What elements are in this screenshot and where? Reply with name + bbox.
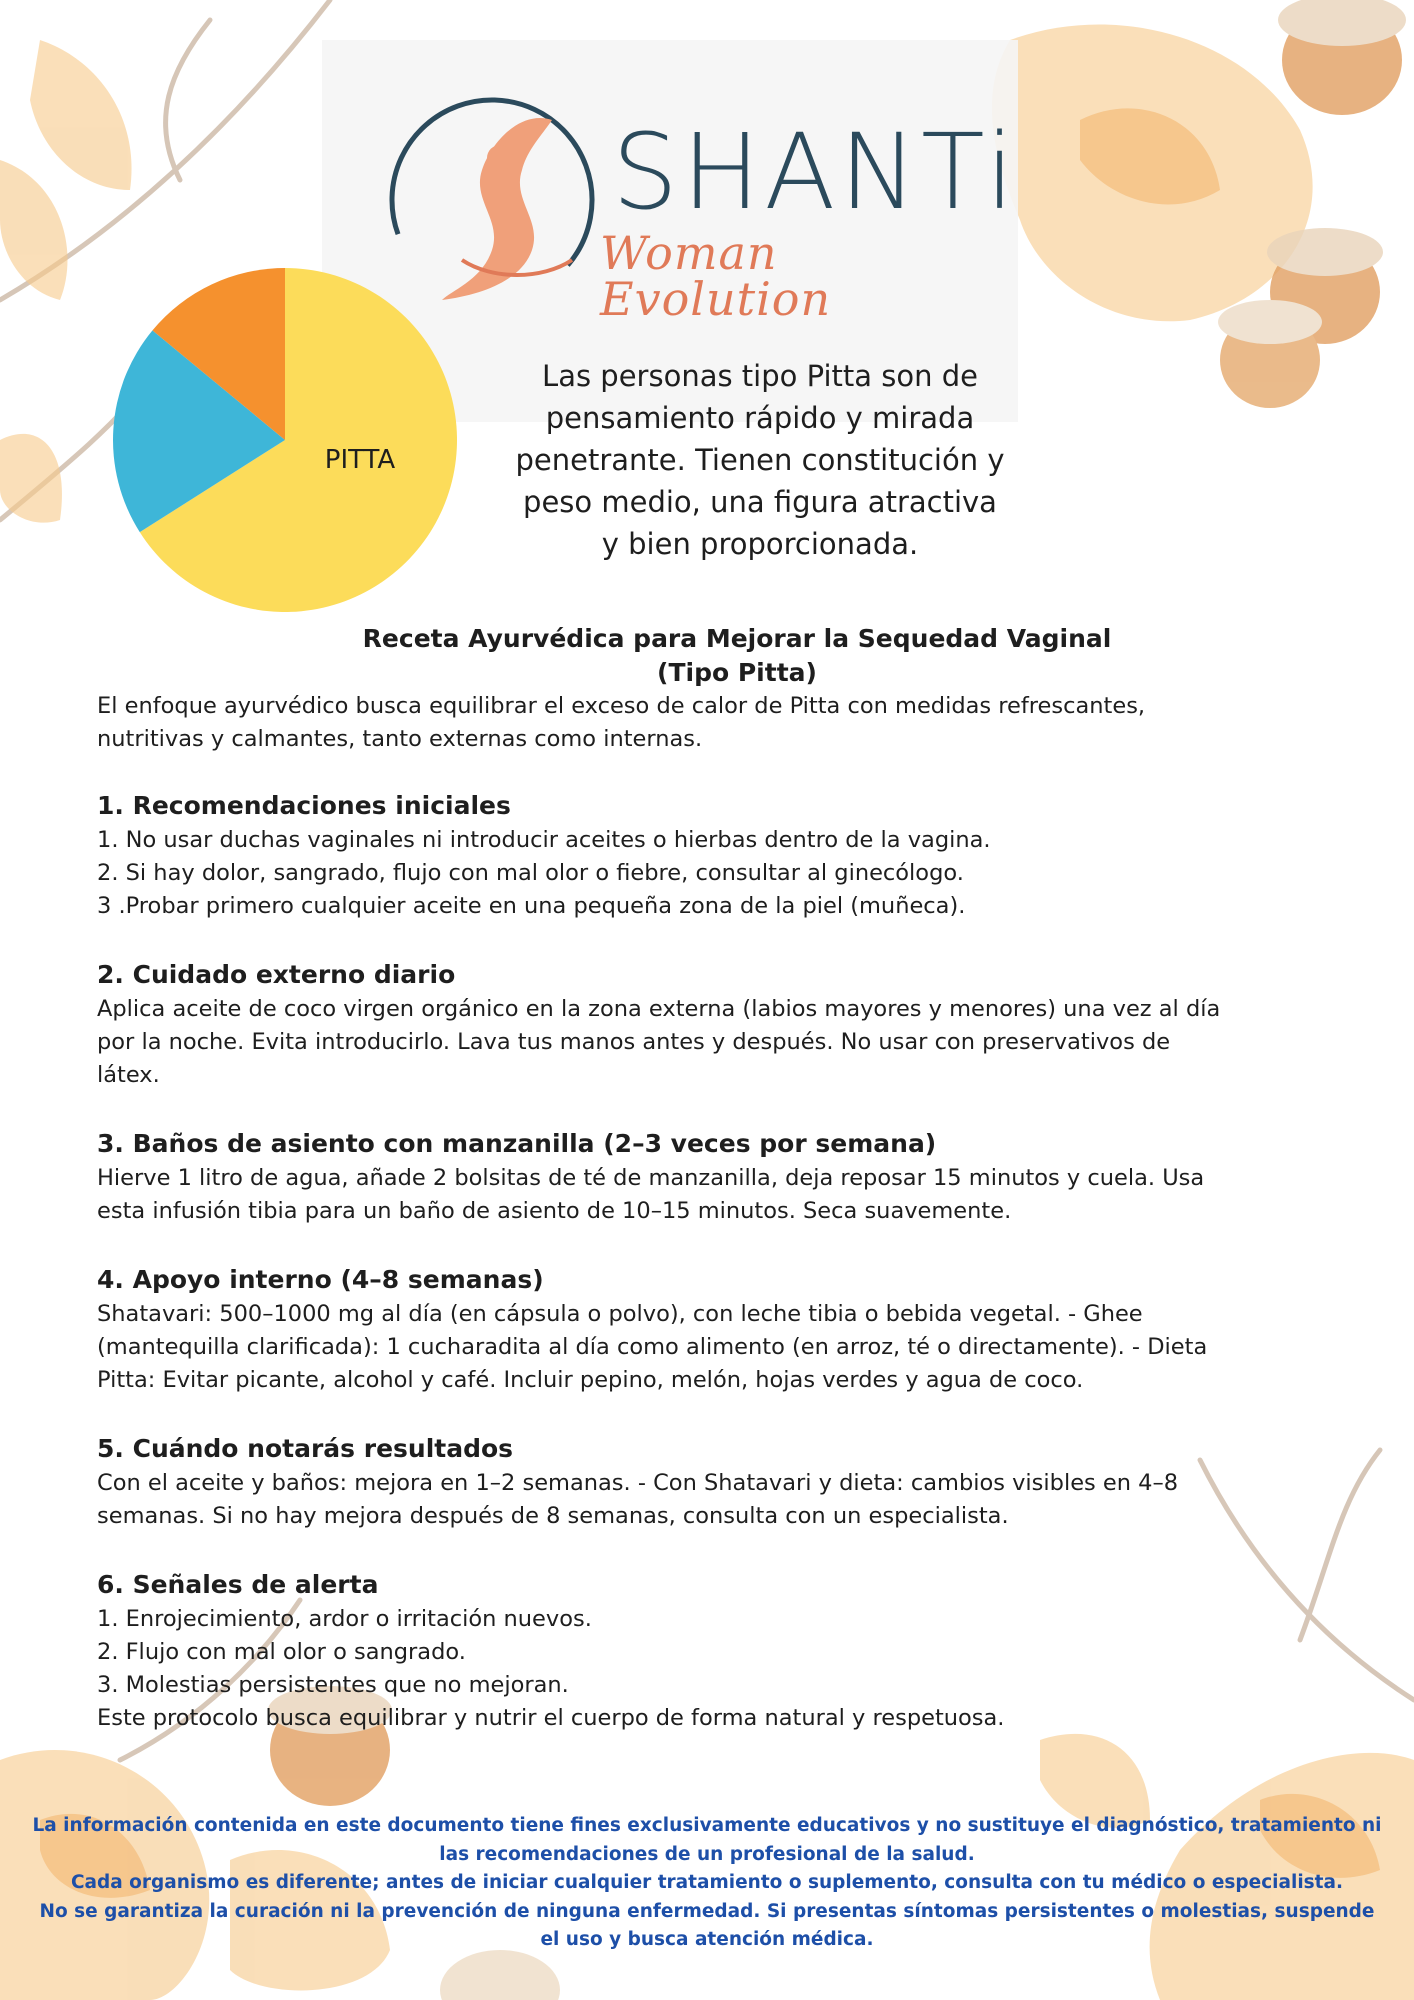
recipe-title-line-2: (Tipo Pitta) — [657, 658, 817, 687]
recipe-lead-paragraph: El enfoque ayurvédico busca equilibrar el exceso de calor de Pitta con medidas refrescantes, nutritivas y calmantes, tanto externas como internas. — [97, 693, 1146, 752]
section-1-list — [97, 824, 1237, 923]
pitta-pie-chart — [110, 265, 460, 615]
section-1-heading: 1. Recomendaciones iniciales — [97, 791, 511, 820]
shanti-logo — [372, 80, 1019, 326]
list-item: 3 .Probar primero cualquier aceite en una pequeña zona de la piel (muñeca). — [97, 893, 966, 919]
pie-chart-title: PITTA — [324, 445, 396, 475]
section-4-text: Shatavari: 500–1000 mg al día (en cápsula o polvo), con leche tibia o bebida vegetal. - Ghee (mantequilla clarificada): 1 cucharadita al día como alimento (en arroz, té o directamente). - Dieta Pitta: Evitar picante, alcohol y café. Incluir pepino, melón, hojas verdes y agua de coco. — [97, 1301, 1208, 1393]
logo-brand-name: SHANTi — [612, 111, 1019, 233]
disclaimer-line-3: No se garantiza la curación ni la prevención de ninguna enfermedad. Si presentas síntomas persistentes o molestias, suspende el uso y busca atención médica. — [39, 1900, 1375, 1950]
list-item: 1. Enrojecimiento, ardor o irritación nuevos. — [97, 1606, 592, 1632]
list-item: 3. Molestias persistentes que no mejoran. — [97, 1672, 569, 1698]
recipe-title-line-1: Receta Ayurvédica para Mejorar la Sequedad Vaginal — [362, 624, 1112, 653]
logo-tagline: Woman Evolution — [600, 226, 832, 326]
list-item: 1. No usar duchas vaginales ni introducir aceites o hierbas dentro de la vagina. — [97, 827, 991, 853]
closing-text: Este protocolo busca equilibrar y nutrir el cuerpo de forma natural y respetuosa. — [97, 1705, 1005, 1731]
disclaimer-line-2: Cada organismo es diferente; antes de iniciar cualquier tratamiento o suplemento, consulta con tu médico o especialista. — [70, 1872, 1344, 1893]
recipe-title — [97, 622, 1237, 690]
section-5-text: Con el aceite y baños: mejora en 1–2 semanas. - Con Shatavari y dieta: cambios visibles en 4–8 semanas. Si no hay mejora después de 8 semanas, consulta con un especialista. — [97, 1470, 1179, 1529]
disclaimer-line-1: La información contenida en este documento tiene fines exclusivamente educativos y no sustituye el diagnóstico, tratamiento ni las recomendaciones de un profesional de la salud. — [32, 1815, 1382, 1865]
pitta-intro-text: Las personas tipo Pitta son de pensamiento rápido y mirada penetrante. Tienen constitución y peso medio, una figura atractiva y bien proporcionada. — [515, 359, 1005, 561]
section-3-heading: 3. Baños de asiento con manzanilla (2–3 veces por semana) — [97, 1129, 937, 1158]
section-4-heading: 4. Apoyo interno (4–8 semanas) — [97, 1265, 544, 1294]
section-2-text: Aplica aceite de coco virgen orgánico en la zona externa (labios mayores y menores) una vez al día por la noche. Evita introducirlo. Lava tus manos antes y después. No usar con preservativos de látex. — [97, 996, 1221, 1088]
recipe-content — [97, 622, 1237, 1735]
section-2-heading: 2. Cuidado externo diario — [97, 960, 456, 989]
section-3-text: Hierve 1 litro de agua, añade 2 bolsitas de té de manzanilla, deja reposar 15 minutos y cuela. Usa esta infusión tibia para un baño de asiento de 10–15 minutos. Seca suavemente. — [97, 1165, 1205, 1224]
list-item: 2. Flujo con mal olor o sangrado. — [97, 1639, 466, 1665]
section-6-heading: 6. Señales de alerta — [97, 1570, 379, 1599]
medical-disclaimer — [30, 1812, 1384, 1955]
section-5-heading: 5. Cuándo notarás resultados — [97, 1434, 514, 1463]
list-item: 2. Si hay dolor, sangrado, flujo con mal olor o fiebre, consultar al ginecólogo. — [97, 860, 964, 886]
section-6-list — [97, 1603, 1237, 1702]
